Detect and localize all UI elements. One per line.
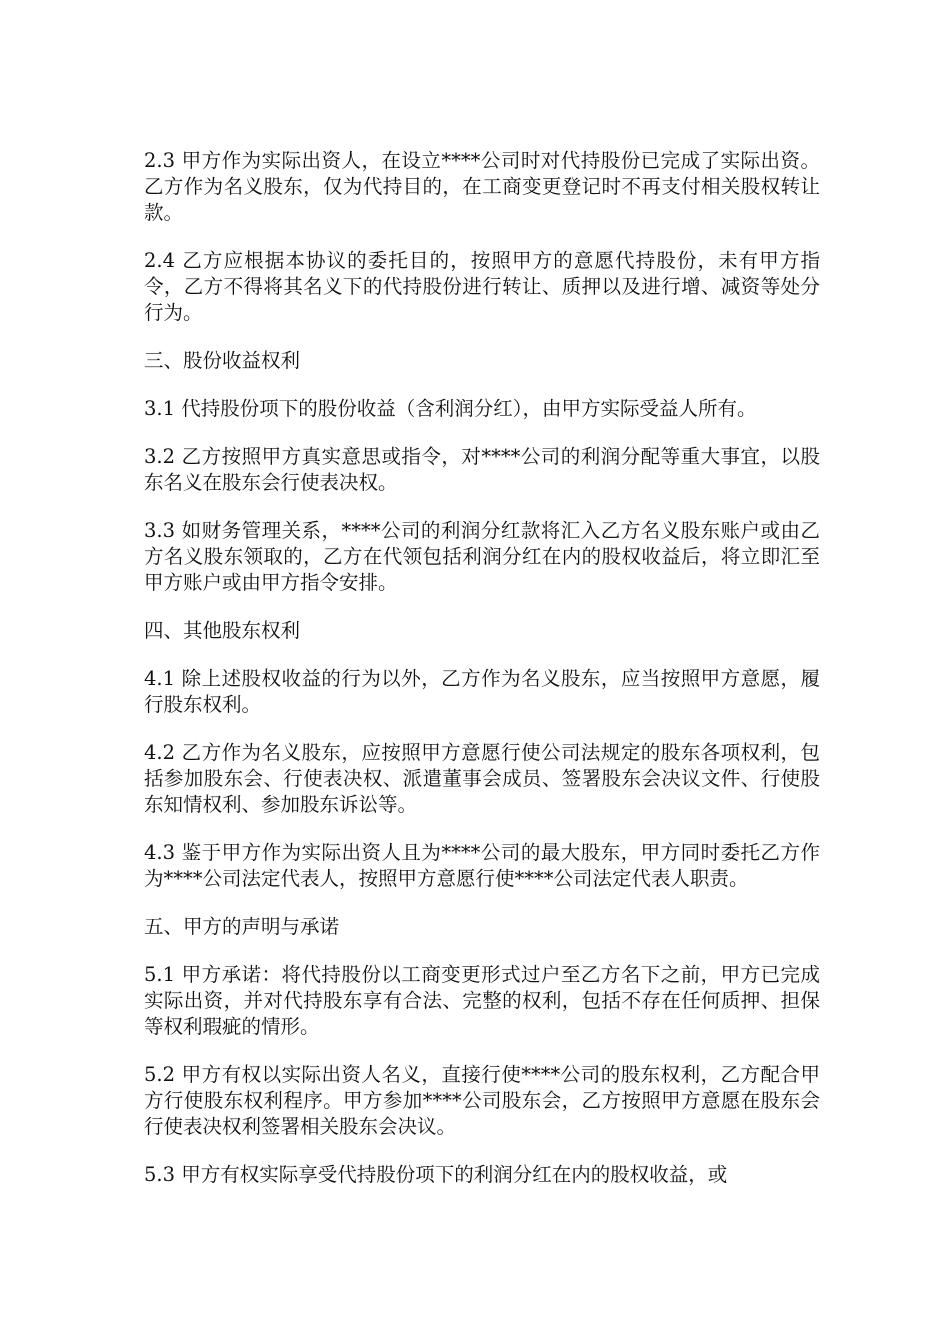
clause-5-1: 5.1 甲方承诺：将代持股份以工商变更形式过户至乙方名下之前，甲方已完成实际出资，并对代持股东享有合法、完整的权利，包括不存在任何质押、担保等权利瑕疵的情形。	[144, 963, 820, 1038]
section-heading-3: 三、股份收益权利	[144, 349, 301, 372]
clause-4-1: 4.1 除上述股权收益的行为以外，乙方作为名义股东，应当按照甲方意愿，履行股东权利。	[144, 667, 820, 716]
section-heading-5: 五、甲方的声明与承诺	[144, 915, 340, 938]
clause-4-2: 4.2 乙方作为名义股东，应按照甲方意愿行使公司法规定的股东各项权利，包括参加股东会、行使表决权、派遣董事会成员、签署股东会决议文件、行使股东知情权利、参加股东诉讼等。	[144, 741, 820, 816]
clause-2-4: 2.4 乙方应根据本协议的委托目的，按照甲方的意愿代持股份，未有甲方指令，乙方不得将其名义下的代持股份进行转让、质押以及进行增、减资等处分行为。	[144, 249, 820, 324]
clause-3-1: 3.1 代持股份项下的股份收益（含利润分红），由甲方实际受益人所有。	[144, 397, 757, 420]
clause-4-3: 4.3 鉴于甲方作为实际出资人且为****公司的最大股东，甲方同时委托乙方作为****公司法定代表人，按照甲方意愿行使****公司法定代表人职责。	[144, 841, 820, 890]
document-body	[144, 148, 820, 1210]
clause-3-2: 3.2 乙方按照甲方真实意思或指令，对****公司的利润分配等重大事宜，以股东名义在股东会行使表决权。	[144, 445, 820, 494]
clause-2-3: 2.3 甲方作为实际出资人，在设立****公司时对代持股份已完成了实际出资。乙方作为名义股东，仅为代持目的，在工商变更登记时不再支付相关股权转让款。	[144, 149, 820, 224]
clause-5-3: 5.3 甲方有权实际享受代持股份项下的利润分红在内的股权收益，或	[144, 1163, 728, 1186]
clause-3-3: 3.3 如财务管理关系，****公司的利润分红款将汇入乙方名义股东账户或由乙方名义股东领取的，乙方在代领包括利润分红在内的股权收益后，将立即汇至甲方账户或由甲方指令安排。	[144, 519, 820, 594]
section-heading-4: 四、其他股东权利	[144, 619, 301, 642]
clause-5-2: 5.2 甲方有权以实际出资人名义，直接行使****公司的股东权利，乙方配合甲方行使股东权利程序。甲方参加****公司股东会，乙方按照甲方意愿在股东会行使表决权利签署相关股东会决议。	[144, 1063, 820, 1138]
